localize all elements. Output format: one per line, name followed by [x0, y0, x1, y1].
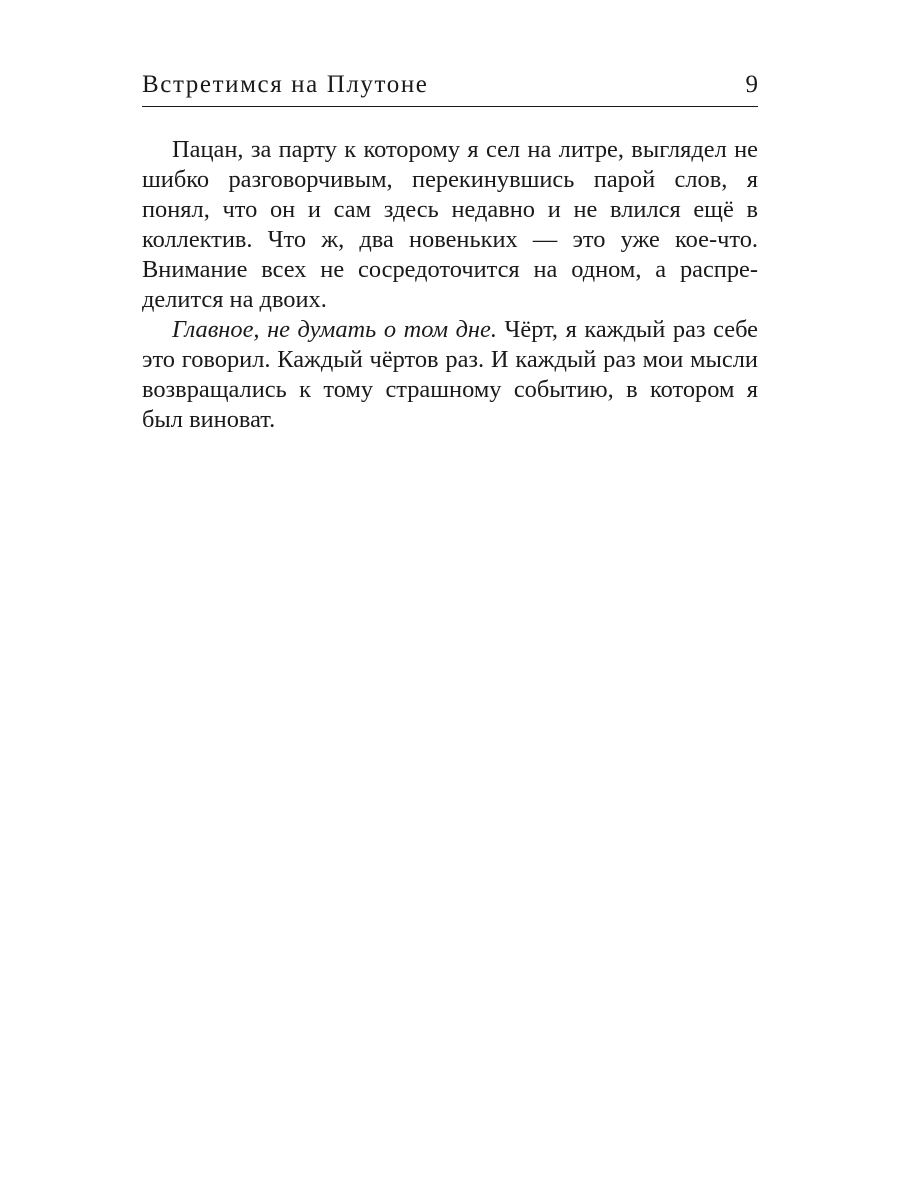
- running-header: [142, 62, 758, 107]
- paragraph: [142, 135, 758, 315]
- body-text: [142, 135, 758, 435]
- page-number: 9: [745, 71, 758, 98]
- book-page: [142, 62, 758, 435]
- paragraph: [142, 315, 758, 435]
- running-title: Встретимся на Плутоне: [142, 71, 429, 98]
- italic-phrase: Главное, не думать о том дне.: [172, 316, 497, 343]
- paragraph-text: Чёрт, я каждый раз себе это говорил. Каждый чёртов раз. И каждый раз мои мысли возвращались к тому страшному событию, в котором я был виноват.: [142, 316, 758, 433]
- paragraph-text: Пацан, за парту к которому я сел на литре, выглядел не шибко разговорчивым, перекинувшись парой слов, я понял, что он и сам здесь недавно и не влился ещё в коллектив. Что ж, два новеньких — это уже кое-что. Внимание всех не сосредоточится на одном, а распределится на двоих.: [142, 136, 758, 313]
